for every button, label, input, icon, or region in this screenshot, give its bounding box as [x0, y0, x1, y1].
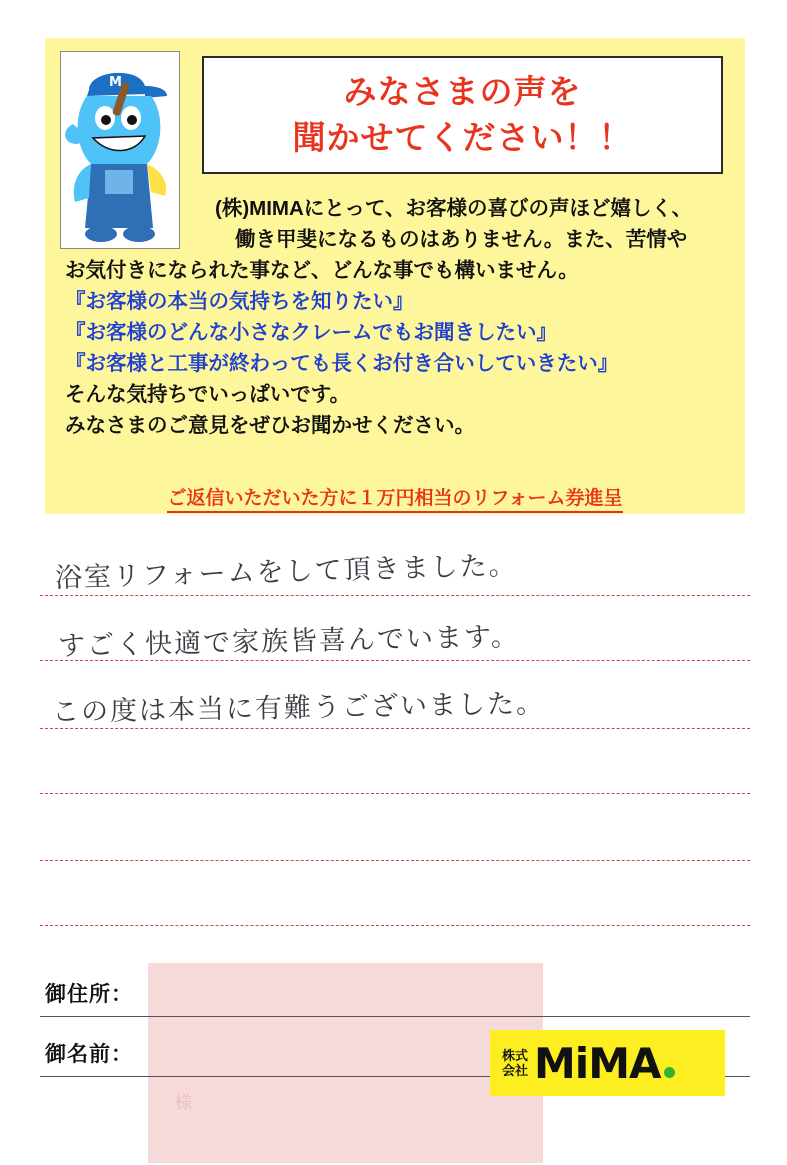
- promotion-text: ご返信いただいた方に１万円相当のリフォーム券進呈: [167, 483, 622, 513]
- headline-line-1: みなさまの声を: [343, 73, 582, 110]
- headline-line-2: 聞かせてください！！: [292, 119, 633, 156]
- handwritten-line-3: この度は本当に有難うございました。: [51, 688, 546, 728]
- body-line-4: 『お客様の本当の気持ちを知りたい』: [65, 290, 414, 313]
- body-line-6: 『お客様と工事が終わっても長くお付き合いしていきたい』: [65, 352, 619, 375]
- announcement-panel: [45, 38, 745, 514]
- name-label: 御名前：: [45, 1043, 133, 1066]
- body-line-2: 働き甲斐になるものはありません。また、苦情や: [235, 228, 688, 251]
- promotion-notice: [45, 483, 745, 513]
- logo-dot-icon: [664, 1067, 675, 1078]
- logo-kanji-top: 株式: [502, 1048, 529, 1063]
- body-line-8: みなさまのご意見をぜひお聞かせください。: [65, 414, 475, 437]
- logo-wordmark: [534, 1039, 675, 1088]
- rule-line: [40, 595, 750, 596]
- body-line-5: 『お客様のどんな小さなクレームでもお聞きしたい』: [65, 321, 557, 344]
- comment-writing-area[interactable]: [40, 535, 750, 965]
- logo-kanji-block: [502, 1048, 528, 1078]
- handwritten-line-1: 浴室リフォームをして頂きました。: [54, 550, 518, 594]
- rule-line: [40, 728, 750, 729]
- address-label: 御住所：: [45, 983, 133, 1006]
- svg-text:M: M: [109, 75, 122, 90]
- redaction-overlay: [148, 963, 543, 1163]
- logo-kanji-bottom: 会社: [502, 1063, 529, 1078]
- address-field-underline: [40, 1016, 750, 1017]
- rule-line: [40, 925, 750, 926]
- rule-line: [40, 793, 750, 794]
- body-line-1: (株)MIMAにとって、お客様の喜びの声ほど嬉しく、: [215, 197, 693, 220]
- company-logo: [490, 1030, 725, 1096]
- body-line-3: お気付きになられた事など、どんな事でも構いません。: [65, 259, 579, 282]
- body-text-block: [65, 193, 728, 441]
- headline-box: [202, 56, 723, 174]
- handwritten-line-2: すごく快適で家族皆喜んでいます。: [57, 621, 521, 662]
- rule-line: [40, 860, 750, 861]
- logo-wordmark-text: MiMA: [534, 1038, 661, 1088]
- body-line-7: そんな気持ちでいっぱいです。: [65, 383, 351, 406]
- redacted-name-text: 様: [175, 1093, 194, 1112]
